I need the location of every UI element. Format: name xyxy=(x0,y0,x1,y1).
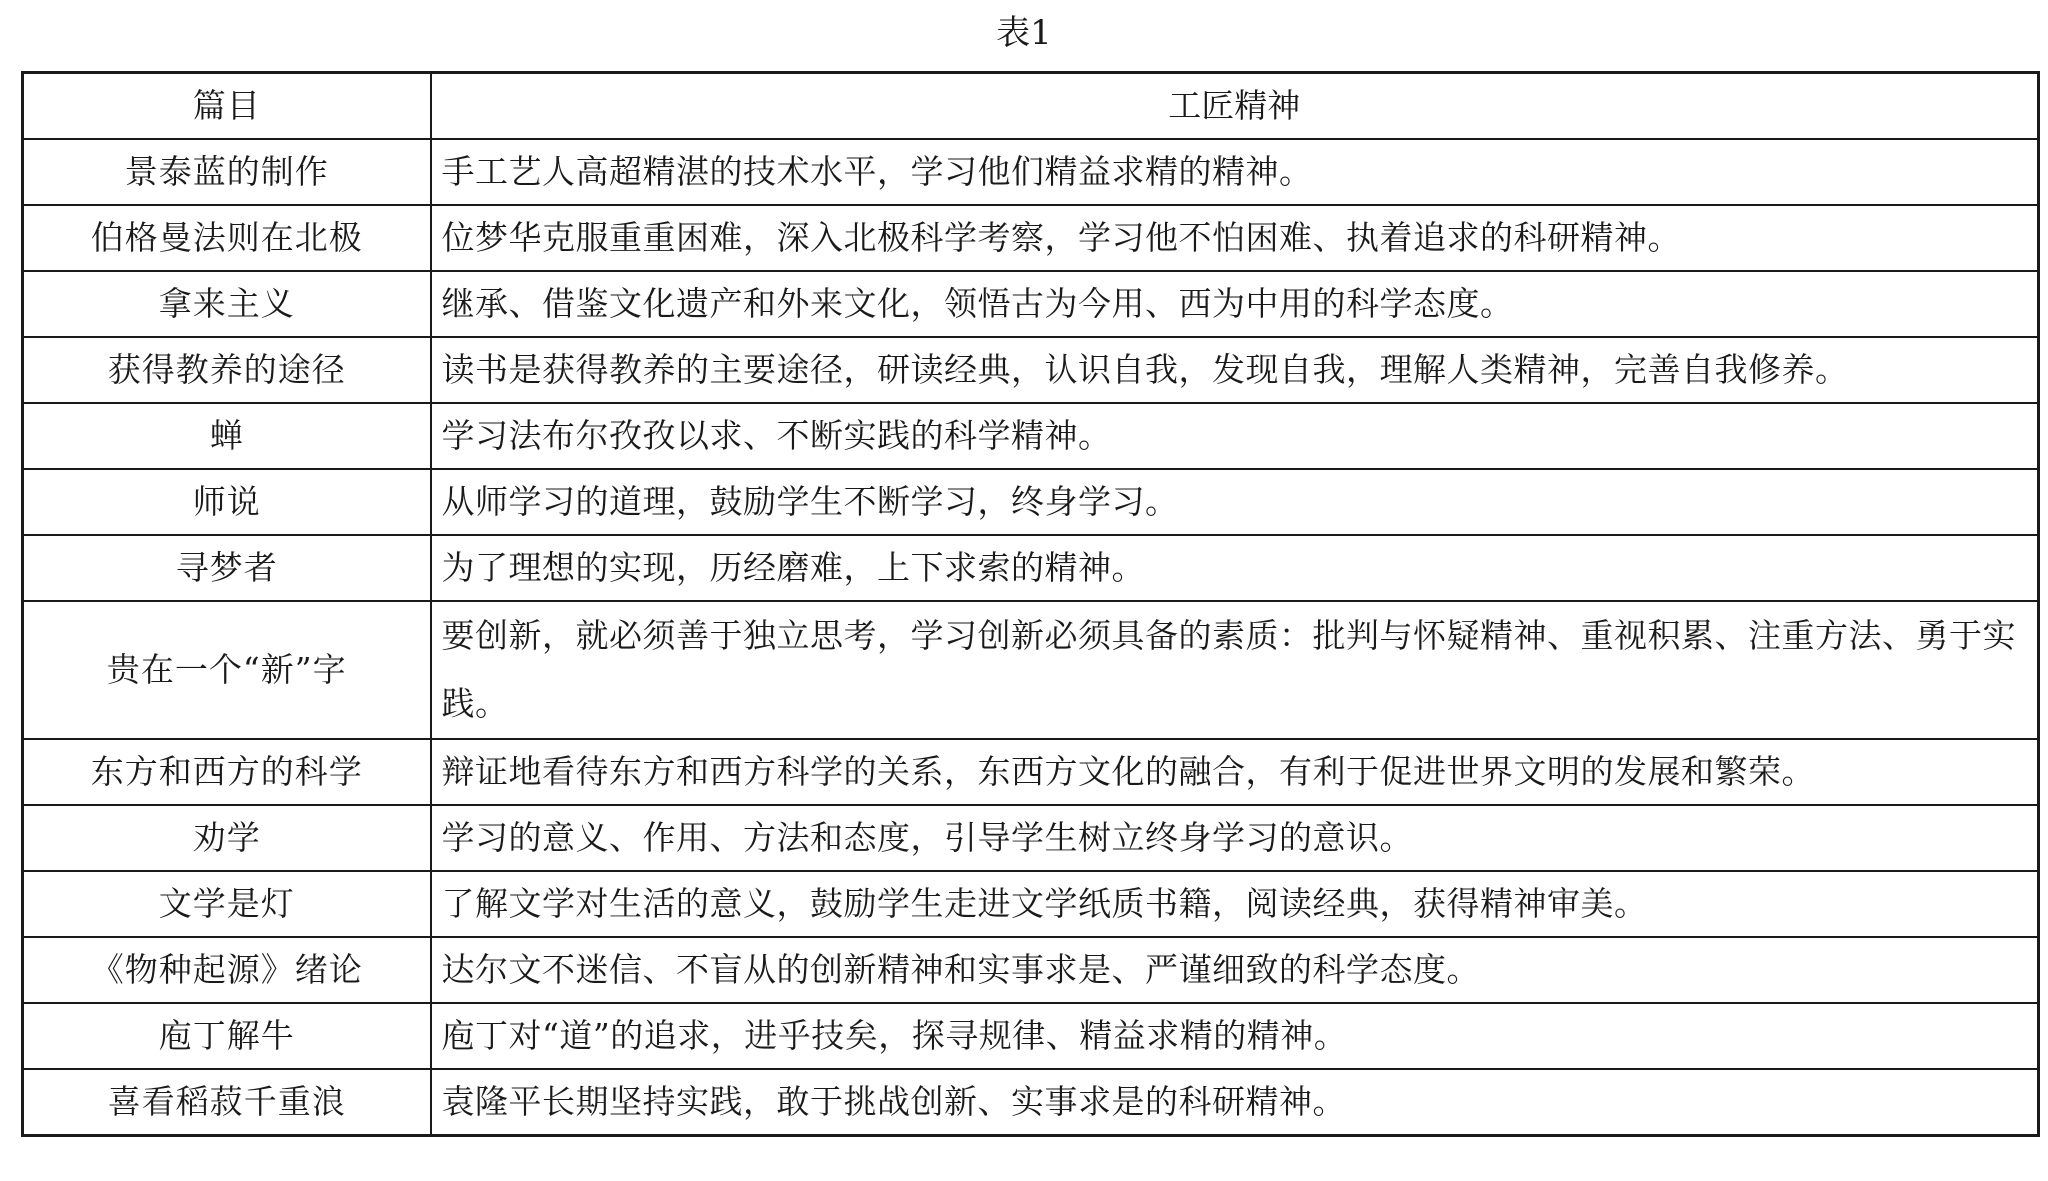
row-title: 庖丁解牛 xyxy=(23,1003,431,1069)
row-title: 寻梦者 xyxy=(23,535,431,601)
table-row xyxy=(23,1003,2039,1069)
table-caption: 表1 xyxy=(996,13,1052,53)
row-title: 伯格曼法则在北极 xyxy=(23,205,431,271)
row-title: 东方和西方的科学 xyxy=(23,739,431,805)
row-desc: 达尔文不迷信、不盲从的创新精神和实事求是、严谨细致的科学态度。 xyxy=(431,937,2039,1003)
table-row xyxy=(23,937,2039,1003)
table-row xyxy=(23,601,2039,739)
table-row xyxy=(23,403,2039,469)
row-title: 文学是灯 xyxy=(23,871,431,937)
row-desc: 位梦华克服重重困难，深入北极科学考察，学习他不怕困难、执着追求的科研精神。 xyxy=(431,205,2039,271)
table-row xyxy=(23,205,2039,271)
row-title: 景泰蓝的制作 xyxy=(23,139,431,205)
row-desc: 庖丁对“道”的追求，进乎技矣，探寻规律、精益求精的精神。 xyxy=(431,1003,2039,1069)
row-title: 劝学 xyxy=(23,805,431,871)
table-row xyxy=(23,739,2039,805)
row-desc: 袁隆平长期坚持实践，敢于挑战创新、实事求是的科研精神。 xyxy=(431,1069,2039,1136)
row-title: 拿来主义 xyxy=(23,271,431,337)
row-desc: 要创新，就必须善于独立思考，学习创新必须具备的素质：批判与怀疑精神、重视积累、注重方法、勇于实践。 xyxy=(431,601,2039,739)
craftsman-spirit-table xyxy=(21,71,2040,1137)
header-spirit: 工匠精神 xyxy=(431,73,2039,140)
table-row xyxy=(23,871,2039,937)
row-desc: 辩证地看待东方和西方科学的关系，东西方文化的融合，有利于促进世界文明的发展和繁荣。 xyxy=(431,739,2039,805)
row-desc: 了解文学对生活的意义，鼓励学生走进文学纸质书籍，阅读经典，获得精神审美。 xyxy=(431,871,2039,937)
row-desc: 为了理想的实现，历经磨难，上下求索的精神。 xyxy=(431,535,2039,601)
row-title: 喜看稻菽千重浪 xyxy=(23,1069,431,1136)
row-title: 贵在一个“新”字 xyxy=(23,601,431,739)
row-desc: 手工艺人高超精湛的技术水平，学习他们精益求精的精神。 xyxy=(431,139,2039,205)
row-desc: 从师学习的道理，鼓励学生不断学习，终身学习。 xyxy=(431,469,2039,535)
row-title: 获得教养的途径 xyxy=(23,337,431,403)
row-desc: 学习的意义、作用、方法和态度，引导学生树立终身学习的意识。 xyxy=(431,805,2039,871)
table-row xyxy=(23,535,2039,601)
row-desc: 继承、借鉴文化遗产和外来文化，领悟古为今用、西为中用的科学态度。 xyxy=(431,271,2039,337)
row-title: 蝉 xyxy=(23,403,431,469)
row-title: 《物种起源》绪论 xyxy=(23,937,431,1003)
table-row xyxy=(23,469,2039,535)
row-title: 师说 xyxy=(23,469,431,535)
row-desc: 学习法布尔孜孜以求、不断实践的科学精神。 xyxy=(431,403,2039,469)
table-row xyxy=(23,139,2039,205)
table-row xyxy=(23,337,2039,403)
header-chapter: 篇目 xyxy=(23,73,431,140)
row-desc: 读书是获得教养的主要途径，研读经典，认识自我，发现自我，理解人类精神，完善自我修养。 xyxy=(431,337,2039,403)
table-row xyxy=(23,805,2039,871)
table-header-row xyxy=(23,73,2039,140)
table-row xyxy=(23,1069,2039,1136)
table-row xyxy=(23,271,2039,337)
